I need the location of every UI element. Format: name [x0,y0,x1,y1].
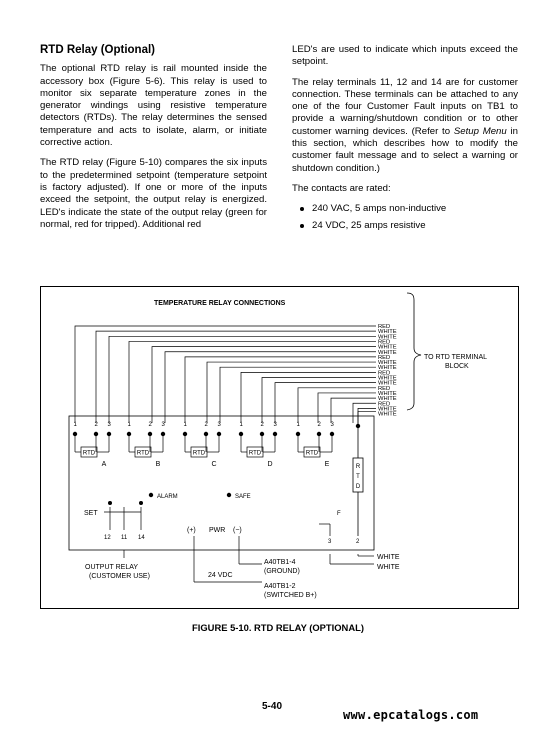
rtd-wire [358,412,376,423]
rtd-wire [331,398,376,423]
pwr-minus-label: (−) [233,527,242,534]
wire-color-label: RED [378,324,391,330]
output-wire-label: WHITE [377,564,400,571]
rtd-wire [96,331,376,423]
supply-voltage-label: 24 VDC [208,572,233,579]
to-rtd-block-label: TO RTD TERMINAL [424,354,488,361]
output-terminal-number: 2 [356,539,360,545]
paragraph: The contacts are rated: [292,182,391,194]
alarm-led [149,493,153,497]
terminal-number: 2 [148,422,152,428]
ground-terminal-label: (GROUND) [264,568,300,575]
channel-letter: D [267,461,273,468]
paragraph-text: The relay terminals 11, 12 and 14 are for customer connection. These terminals can be attached to any one of the four Customer Fault inputs on TB1 to provide a warning/shutdown condition or to other customer warning devices. (Refer to [292,76,518,137]
rtd-wire [241,372,376,423]
rtd-channel-a [73,422,112,468]
terminal-number: 3 [161,422,165,428]
terminal-number: 3 [330,422,334,428]
terminal-number: 1 [73,422,77,428]
terminal-number: 3 [273,422,277,428]
channel-letter: B [155,461,161,468]
output-relay-label: OUTPUT RELAY [85,564,139,571]
output-wire-label: WHITE [377,554,400,561]
paragraph-text: in this section, which describes how to modify the customer fault message and to select a warning or shutdown condition.) [292,125,518,174]
rtd-wire [165,352,376,423]
rtd-sensor-letter: R [355,464,361,470]
wire-color-label: RED [378,401,391,408]
wire-color-label: WHITE [378,406,397,413]
rtd-box-label: RTD [305,450,319,457]
rtd-box-label: RTD [82,450,96,457]
setup-menu-reference: Setup Menu [453,125,507,137]
rtd-relay-wiring-diagram [40,286,519,609]
paragraph: The RTD relay (Figure 5-10) compares the six inputs to the predetermined setpoint (temperature setpoint is factory adjusted). If one or more of the inputs exceed the setpoint, the output relay is energized. LED's indicate the state of the output relay (green for normal, red for tripped). Additional red [40,157,267,230]
rtd-wire [318,393,376,423]
f-label: F [337,511,341,517]
paragraph [292,77,518,175]
rtd-wire [109,336,376,423]
relay-terminal-number: 12 [104,535,111,541]
rtd-sensor-letter: T [356,474,360,480]
wire-color-label: WHITE [378,380,397,387]
contact-ratings-list [292,203,518,232]
rtd-channel-d [239,422,278,468]
rtd-box-label: RTD [136,450,150,457]
rtd-wire [275,383,376,423]
terminal-number: 2 [204,422,208,428]
terminal-number: 3 [107,422,111,428]
output-relay-contacts [104,501,143,530]
channel-letter: E [324,461,330,468]
wire-color-label: RED [378,354,391,361]
wire-bundle-brace [407,293,421,410]
terminal-number: 2 [94,422,98,428]
wire-color-label: WHITE [378,365,397,372]
safe-label: SAFE [235,494,251,500]
switched-b-plus-label: (SWITCHED B+) [264,592,317,599]
rtd-wire [152,347,376,423]
rtd-wire [353,403,376,423]
wire-color-labels [378,324,397,418]
rtd-channel-b [127,422,166,468]
relay-terminal-number: 11 [121,535,128,541]
wire-color-label: WHITE [378,390,397,397]
rtd-wire [185,357,376,423]
right-column [292,44,518,236]
rtd-box-label: RTD [192,450,206,457]
wire-color-label: WHITE [378,360,397,367]
terminal-number: 2 [317,422,321,428]
ground-terminal-label: A40TB1-4 [264,559,296,566]
rtd-wires [75,326,376,423]
rtd-sensor-letter: D [355,484,361,490]
rtd-channel-e [296,422,335,468]
rtd-wire [207,362,376,423]
alarm-label: ALARM [157,494,178,500]
pwr-label: PWR [209,527,226,534]
terminal-number: 2 [260,422,264,428]
wire-color-label: WHITE [378,349,397,356]
terminal-number: 1 [239,422,243,428]
wire-color-label: WHITE [378,375,397,382]
wire-color-label: RED [378,385,391,392]
page-number: 5-40 [262,701,283,712]
wire-color-label: WHITE [378,334,397,341]
paragraph: The optional RTD relay is rail mounted inside the accessory box (Figure 5-6). This relay is used to monitor six separate temperature zones in the generator windings using resistive temperature detectors (RTDs). The relay determines the sensed temperature and acts to isolate, alarm, or initiate corrective action. [40,63,267,149]
terminal-number: 3 [217,422,221,428]
rtd-input-channels [73,422,335,468]
to-rtd-block-label: BLOCK [445,363,469,370]
section-heading: RTD Relay (Optional) [40,44,156,56]
pwr-plus-label: (+) [187,527,196,534]
wire-color-label: WHITE [378,344,397,351]
rtd-wire [129,341,376,423]
rtd-channel-c [183,422,222,468]
right-rtd-sensor [353,423,363,536]
safe-led [227,493,231,497]
figure-caption: FIGURE 5-10. RTD RELAY (OPTIONAL) [192,622,364,633]
wire-color-label: RED [378,370,391,377]
rating-item: 24 VDC, 25 amps resistive [292,220,518,232]
wire-color-label: WHITE [378,411,397,418]
terminal-number: 1 [127,422,131,428]
output-relay-label: (CUSTOMER USE) [89,573,150,580]
rating-item: 240 VAC, 5 amps non-inductive [292,203,518,215]
terminal-dot [356,424,360,428]
left-column [40,44,267,239]
output-terminal-number: 3 [328,539,332,545]
wire-color-label: RED [378,339,391,346]
diagram-title: TEMPERATURE RELAY CONNECTIONS [154,300,286,307]
set-label: SET [84,510,98,517]
terminal-number: 1 [183,422,187,428]
switched-b-plus-label: A40TB1-2 [264,583,296,590]
rtd-box-label: RTD [248,450,262,457]
channel-letter: C [211,461,217,468]
wire-color-label: WHITE [378,329,397,336]
relay-terminal-number: 14 [138,535,145,541]
paragraph: LED's are used to indicate which inputs exceed the setpoint. [292,44,518,68]
channel-letter: A [101,461,107,468]
website-watermark: www.epcatalogs.com [343,708,479,722]
wire-color-label: WHITE [378,396,397,403]
terminal-number: 1 [296,422,300,428]
